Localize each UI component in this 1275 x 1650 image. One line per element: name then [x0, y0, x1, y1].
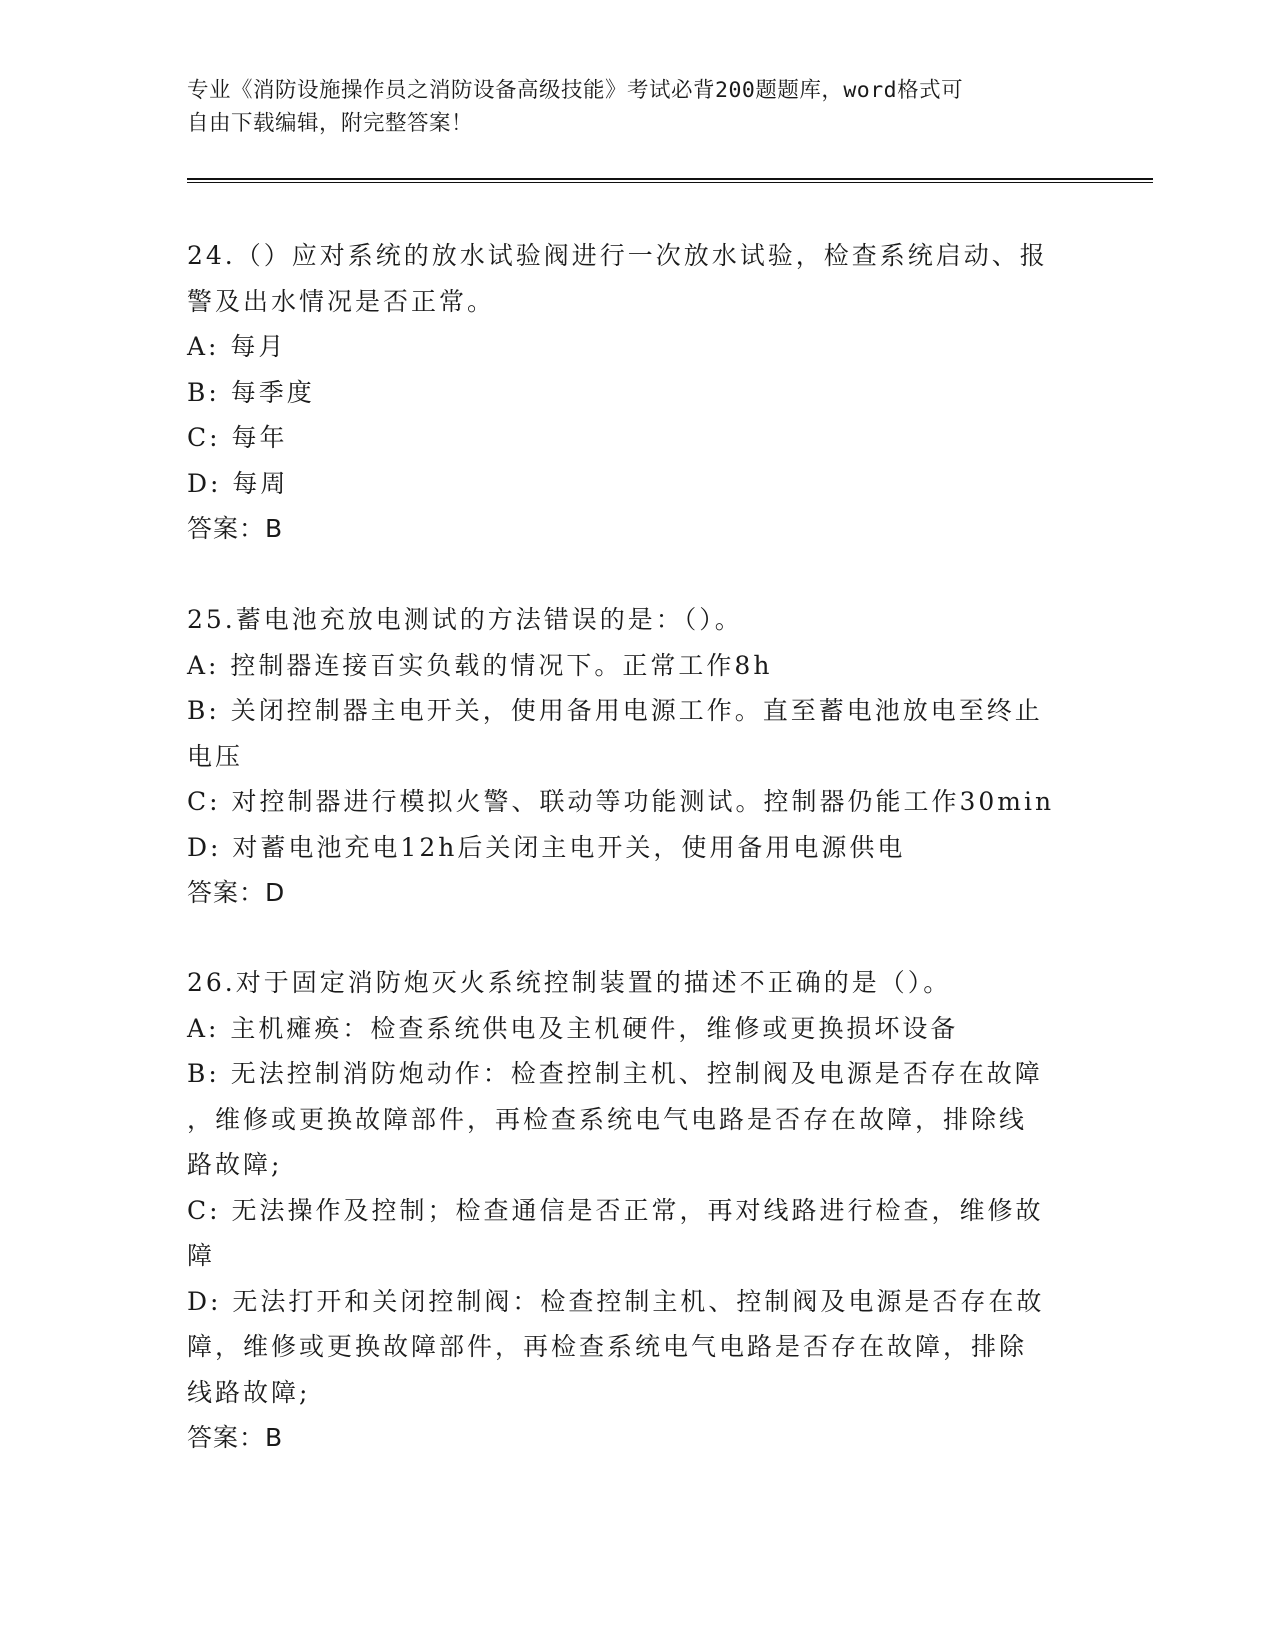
option-d-continued: 线路故障;: [187, 1377, 311, 1407]
question-25: [187, 597, 1087, 916]
option-d-continued: 障，维修或更换故障部件，再检查系统电气电路是否存在故障，排除: [187, 1332, 1028, 1361]
option-b-continued: 路故障;: [187, 1150, 283, 1179]
option-b: B: 关闭控制器主电开关，使用备用电源工作。直至蓄电池放电至终止: [187, 696, 1043, 725]
option-c: C: 每年: [187, 423, 288, 452]
option-a: A: 主机瘫痪：检查系统供电及主机硬件，维修或更换损坏设备: [187, 1013, 959, 1043]
question-stem-line: 警及出水情况是否正常。: [187, 286, 496, 316]
option-a: A: 控制器连接百实负载的情况下。正常工作8h: [187, 650, 773, 680]
question-24: [187, 233, 1087, 552]
option-c: C: 无法操作及控制；检查通信是否正常，再对线路进行检查，维修故: [187, 1195, 1044, 1225]
option-c: C: 对控制器进行模拟火警、联动等功能测试。控制器仍能工作30min: [187, 787, 1055, 816]
option-d: D: 无法打开和关闭控制阀：检查控制主机、控制阀及电源是否存在故: [187, 1286, 1045, 1316]
question-26: [187, 960, 1087, 1461]
answer-line: 答案：B: [187, 1423, 284, 1452]
header-line-1: 专业《消防设施操作员之消防设备高级技能》考试必背200题题库，word格式可: [187, 78, 964, 103]
option-b: B: 每季度: [187, 377, 315, 407]
question-stem-line: 25.蓄电池充放电测试的方法错误的是：（）。: [187, 605, 743, 634]
option-b-continued: 电压: [187, 741, 244, 771]
option-d: D: 对蓄电池充电12h后关闭主电开关，使用备用电源供电: [187, 832, 906, 862]
header-line-2: 自由下载编辑，附完整答案！: [187, 111, 474, 136]
document-header: [187, 74, 1067, 140]
question-stem-line: 26.对于固定消防炮灭火系统控制装置的描述不正确的是（）。: [187, 968, 952, 997]
option-a: A: 每月: [187, 332, 287, 361]
answer-line: 答案：D: [187, 878, 286, 907]
header-divider-thin: [187, 182, 1153, 183]
option-d: D: 每周: [187, 468, 289, 498]
option-b-continued: ，维修或更换故障部件，再检查系统电气电路是否存在故障，排除线: [187, 1104, 1028, 1134]
header-divider-thick: [187, 178, 1153, 180]
option-b: B: 无法控制消防炮动作：检查控制主机、控制阀及电源是否存在故障: [187, 1059, 1043, 1088]
option-c-continued: 障: [187, 1241, 216, 1270]
answer-line: 答案：B: [187, 514, 284, 543]
question-stem-line: 24.（）应对系统的放水试验阀进行一次放水试验，检查系统启动、报: [187, 241, 1048, 270]
